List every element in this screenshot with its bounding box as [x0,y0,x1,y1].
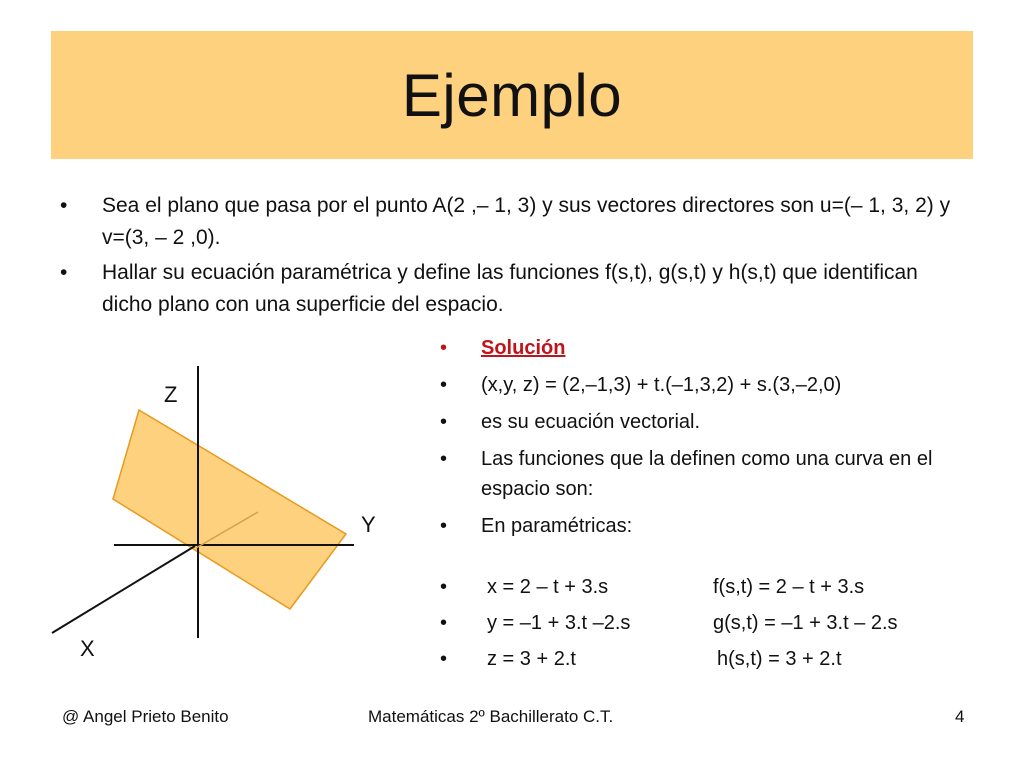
bullet-icon: • [60,194,68,217]
intro-text: Hallar su ecuación paramétrica y define las funciones f(s,t), g(s,t) y h(s,t) que identifican dicho plano con una superficie del espacio. [102,261,918,316]
solution-text: En paramétricas: [481,515,633,537]
bullet-icon: • [440,448,448,470]
surface-function: f(s,t) = 2 – t + 3.s [713,576,865,598]
equation-row [440,572,980,608]
solution-text: Las funciones que la definen como una curva en el espacio son: [481,448,933,500]
title-banner [51,31,973,159]
x-axis-line [52,546,195,633]
axis-label-y: Y [361,512,376,537]
parametric-equation: y = –1 + 3.t –2.s [487,612,631,634]
solution-item [440,407,980,437]
bullet-icon: • [440,515,448,537]
plane-shape [113,410,346,609]
plane-diagram [40,350,376,675]
solution-list [440,333,980,548]
footer-page-number: 4 [955,707,965,726]
bullet-icon: • [440,337,448,359]
equations-list [440,572,980,680]
bullet-icon: • [440,648,448,670]
intro-list [60,190,960,324]
parametric-equation: x = 2 – t + 3.s [487,576,609,598]
solution-item [440,444,980,504]
footer-course: Matemáticas 2º Bachillerato C.T. [368,707,614,726]
equation-row [440,608,980,644]
surface-function: g(s,t) = –1 + 3.t – 2.s [713,612,898,634]
axis-label-z: Z [164,382,178,407]
solution-heading: Solución [481,337,566,359]
intro-item [60,257,960,321]
parametric-equation: z = 3 + 2.t [487,648,576,670]
bullet-icon: • [440,374,448,396]
solution-item [440,511,980,541]
surface-function: h(s,t) = 3 + 2.t [717,648,842,670]
footer-author: @ Angel Prieto Benito [62,707,229,726]
bullet-icon: • [440,411,448,433]
solution-heading-item [440,333,980,363]
plane-diagram-svg [40,350,376,670]
bullet-icon: • [440,576,448,598]
intro-item [60,190,960,254]
solution-text: es su ecuación vectorial. [481,411,701,433]
intro-text: Sea el plano que pasa por el punto A(2 ,– 1, 3) y sus vectores directores son u=(– 1, 3, 2) y v=(3, – 2 ,0). [102,194,951,249]
equation-row [440,644,980,680]
slide-title: Ejemplo [401,61,623,129]
bullet-icon: • [60,261,68,284]
axis-label-x: X [80,636,95,661]
bullet-icon: • [440,612,448,634]
solution-text: (x,y, z) = (2,–1,3) + t.(–1,3,2) + s.(3,–2,0) [481,374,842,396]
solution-item [440,370,980,400]
